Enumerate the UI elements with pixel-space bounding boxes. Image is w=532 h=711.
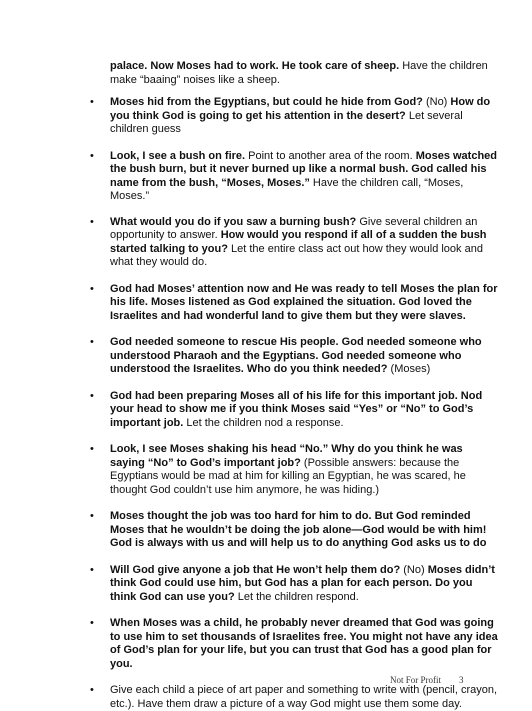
- page-number: 3: [459, 675, 464, 685]
- bold-text: Look, I see Moses shaking his head “No.” Why do you think he was saying “No” to God’s important job?: [110, 443, 463, 469]
- bold-text: Moses watched the bush burn, but it never burned up like a normal bush. God called his name from the bush, “Moses, Moses.”: [110, 149, 498, 189]
- list-item: [90, 150, 500, 204]
- bold-text: What would you do if you saw a burning bush?: [110, 215, 357, 228]
- list-item: [90, 443, 500, 497]
- bullet-icon: •: [90, 443, 94, 455]
- bold-text: Look, I see a bush on fire.: [110, 149, 246, 162]
- bold-text: Will God give anyone a job that He won’t help them do?: [110, 563, 401, 576]
- bullet-icon: •: [90, 563, 94, 576]
- bullet-icon: •: [90, 389, 94, 402]
- plain-text: (No): [422, 96, 451, 108]
- plain-text: Point to another area of the room.: [245, 149, 416, 162]
- intro-paragraph: [110, 60, 495, 87]
- bullet-icon: •: [90, 215, 94, 228]
- plain-text: Give each child a piece of art paper and something to write with (pencil, crayon, etc.). Have them draw a picture of a way God might use them some day.: [110, 684, 498, 710]
- plain-text: Give several children an opportunity to answer.: [110, 215, 478, 241]
- bold-text: God needed someone to rescue His people. God needed someone who understood Pharaoh and the Egyptians. God needed someone who understood the Israelites. Who do you think needed?: [110, 336, 482, 375]
- plain-text: Have the children call, “Moses, Moses.”: [110, 176, 464, 202]
- list-item: [90, 283, 500, 324]
- bullet-icon: •: [90, 617, 94, 629]
- list-item: [90, 336, 500, 377]
- plain-text: Let the entire class act out how they would look and what they would do.: [110, 242, 483, 268]
- bullet-icon: •: [90, 149, 94, 162]
- plain-text: (Moses): [387, 363, 431, 375]
- plain-text: Let the children nod a response.: [183, 416, 344, 429]
- bold-text: When Moses was a child, he probably never dreamed that God was going to use him to set thousands of Israelites free. You might not have any idea of God’s plan for your life, but you can trust that God has a good plan for you.: [110, 617, 498, 670]
- plain-text: (Possible answers: because the Egyptians would be mad at him for killing an Egyptian, he was scared, he thought God couldn’t use him anymore, he was hiding.): [110, 456, 466, 496]
- bold-text: palace. Now Moses had to work. He took care of sheep.: [110, 60, 400, 72]
- bold-text: God had been preparing Moses all of his life for this important job. Nod your head to show me if you think Moses said “Yes” or “No” to God’s important job.: [110, 389, 483, 429]
- bullet-icon: •: [90, 282, 94, 295]
- bold-text: How do you think God is going to get his attention in the desert?: [110, 96, 491, 122]
- bullet-list: [90, 96, 500, 711]
- bold-text: How would you respond if all of a sudden the bush started talking to you?: [110, 229, 487, 255]
- list-item: [90, 684, 500, 711]
- list-item: [90, 564, 500, 605]
- list-item: [90, 216, 500, 270]
- list-item: [90, 390, 500, 431]
- bold-text: Moses didn’t think God could use him, but God has a plan for each person. Do you think God can use you?: [110, 563, 495, 603]
- bullet-icon: •: [90, 96, 94, 108]
- list-item: [90, 617, 500, 671]
- bullet-icon: •: [90, 684, 94, 696]
- footer-label: Not For Profit: [390, 675, 442, 685]
- bold-text: Moses hid from the Egyptians, but could he hide from God?: [110, 96, 423, 108]
- bullet-icon: •: [90, 336, 94, 348]
- bullet-icon: •: [90, 510, 94, 522]
- list-item: [90, 510, 500, 551]
- plain-text: Let the children respond.: [234, 590, 359, 603]
- plain-text: (No): [400, 563, 428, 576]
- bold-text: God had Moses’ attention now and He was ready to tell Moses the plan for his life. Moses listened as God explained the situation. God loved the Israelites and had wonderful land to give them but they were slaves.: [110, 282, 498, 322]
- plain-text: Have the children make “baaing” noises like a sheep.: [110, 60, 488, 86]
- plain-text: Let several children guess: [110, 109, 463, 135]
- list-item: [90, 96, 500, 137]
- page-footer: [390, 675, 464, 685]
- bold-text: Moses thought the job was too hard for him to do. But God reminded Moses that he wouldn’t be doing the job alone—God would be with him! God is always with us and will help us to do anything God asks us to do: [110, 510, 487, 549]
